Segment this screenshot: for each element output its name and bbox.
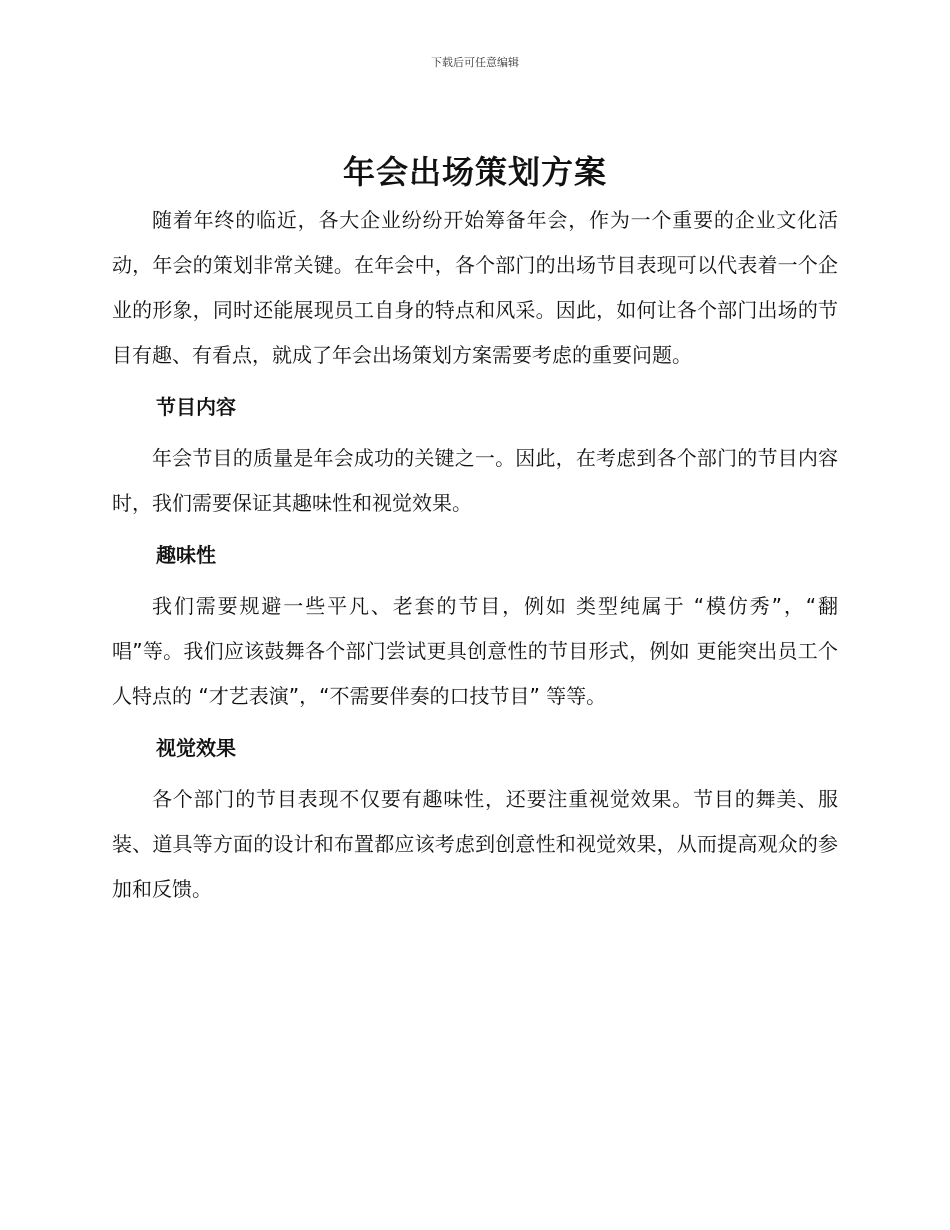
section-heading-content: 节目内容: [156, 395, 236, 419]
section-heading-visual: 视觉效果: [156, 736, 236, 760]
document-title: 年会出场策划方案: [342, 153, 607, 191]
section-paragraph-fun: 我们需要规避一些平凡、老套的节目，例如 类型纯属于 “模仿秀”，“翻唱”等。我们应该鼓舞各个部门尝试更具创意性的节目形式，例如 更能突出员工个人特点的 “才艺表演”，“不需要伴奏的口技节目” 等等。: [112, 594, 838, 708]
intro-paragraph: 随着年终的临近，各大企业纷纷开始筹备年会，作为一个重要的企业文化活动，年会的策划非常关键。在年会中，各个部门的出场节目表现可以代表着一个企业的形象，同时还能展现员工自身的特点和风采。因此，如何让各个部门出场的节目有趣、有看点，就成了年会出场策划方案需要考虑的重要问题。: [112, 208, 838, 367]
section-paragraph-content: 年会节目的质量是年会成功的关键之一。因此，在考虑到各个部门的节目内容时，我们需要保证其趣味性和视觉效果。: [112, 446, 838, 515]
header-note: 下载后可任意编辑: [431, 56, 519, 69]
document-body: [112, 198, 838, 912]
section-heading-fun: 趣味性: [156, 543, 216, 567]
section-paragraph-visual: 各个部门的节目表现不仅要有趣味性，还要注重视觉效果。节目的舞美、服装、道具等方面的设计和布置都应该考虑到创意性和视觉效果，从而提高观众的参加和反馈。: [112, 787, 838, 901]
